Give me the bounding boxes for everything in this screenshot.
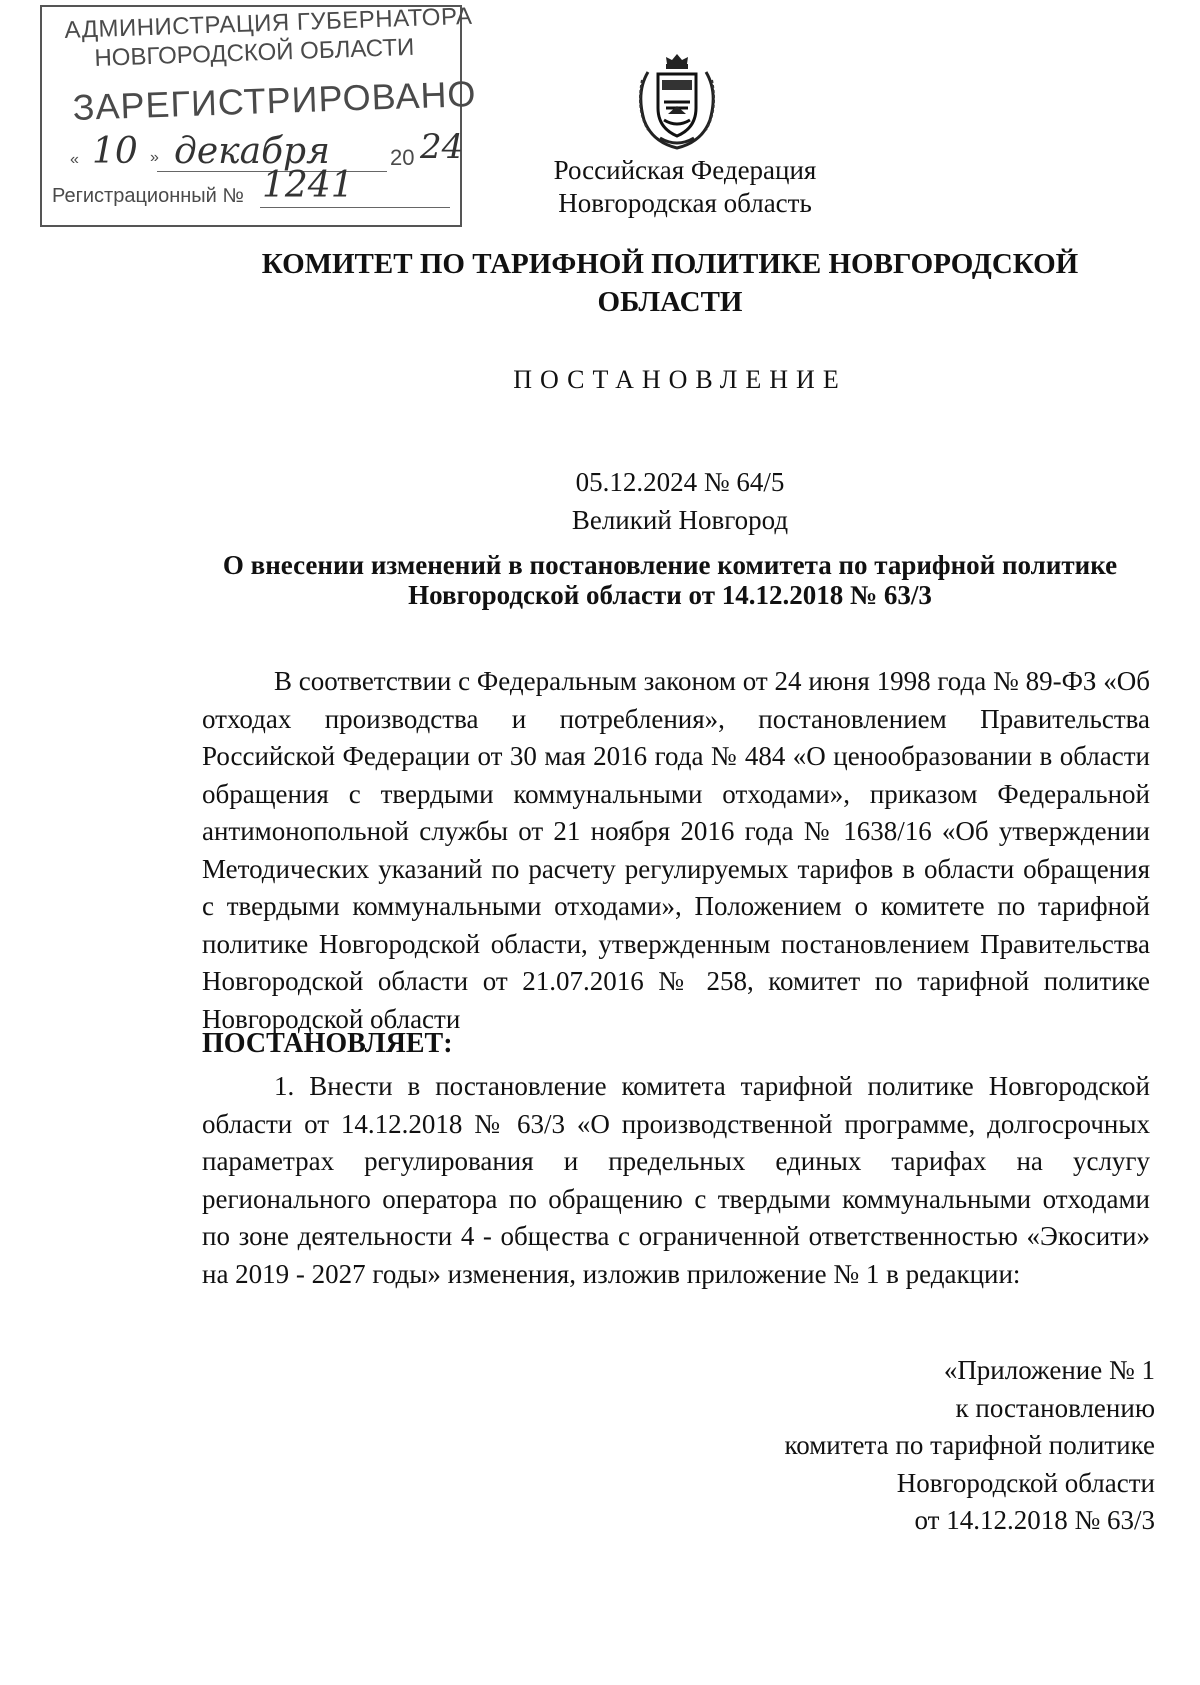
header-country: Российская Федерация <box>553 155 817 185</box>
stamp-year-suffix: 24 <box>420 127 464 167</box>
coat-of-arms-icon <box>630 50 725 150</box>
stamp-line-1: АДМИНИСТРАЦИЯ ГУБЕРНАТОРА <box>64 2 473 44</box>
document-city: Великий Новгород <box>571 505 789 535</box>
document-date-number: 05.12.2024 № 64/5 <box>575 467 785 497</box>
stamp-quote-close: » <box>150 149 159 166</box>
appendix-line-3: комитета по тарифной политике <box>784 1430 1155 1460</box>
header-region: Новгородская область <box>558 188 812 218</box>
appendix-line-4: Новгородской области <box>896 1467 1155 1498</box>
stamp-reg-number: 1241 <box>262 165 354 206</box>
appendix-header <box>700 1352 1155 1540</box>
preamble-paragraph: В соответствии с Федеральным законом от 24 июня 1998 года № 89-ФЗ «Об отходах производства и потребления», постановлением Правительства Российской Федерации от 30 мая 2016 года № 484 «О ценообразовании в области обращения с твердыми коммунальными отходами», приказом Федеральной антимонопольной службы от 21 ноября 2016 года № 1638/16 «Об утверждении Методических указаний по расчету регулируемых тарифов в области обращения с твердыми коммунальными отходами», Положением о комитете по тарифной политике Новгородской области, утвержденным постановлением Правительства Новгородской области от 21.07.2016 № 258, комитет по тарифной политике Новгородской области <box>202 666 1150 1034</box>
appendix-line-5: от 14.12.2018 № 63/3 <box>914 1505 1155 1535</box>
document-type: ПОСТАНОВЛЕНИЕ <box>513 365 847 394</box>
document-date-block <box>0 463 1200 539</box>
stamp-day: 10 <box>92 131 138 172</box>
stamp-month: декабря <box>174 131 330 172</box>
resolves-heading: ПОСТАНОВЛЯЕТ: <box>202 1028 453 1059</box>
item-1-paragraph: 1. Внести в постановление комитета тарифной политике Новгородской области от 14.12.2018 № 63/3 «О производственной программе, долгосрочных параметрах регулирования и предельных единых тарифах на услугу регионального оператора по обращению с твердыми коммунальными отходами по зоне деятельности 4 - общества с ограниченной ответственностью «Экосити» на 2019 - 2027 годы» изменения, изложив приложение № 1 в редакции: <box>202 1071 1150 1289</box>
document-subject: О внесении изменений в постановление комитета по тарифной политике Новгородской области от 14.12.2018 № 63/3 <box>222 550 1118 610</box>
appendix-line-2: к постановлению <box>955 1392 1155 1423</box>
appendix-line-1: «Приложение № 1 <box>943 1355 1155 1385</box>
stamp-status: ЗАРЕГИСТРИРОВАНО <box>72 72 478 128</box>
stamp-reg-label: Регистрационный № <box>52 185 244 207</box>
organization-title: КОМИТЕТ ПО ТАРИФНОЙ ПОЛИТИКЕ НОВГОРОДСКОЙ ОБЛАСТИ <box>261 248 1079 318</box>
stamp-line-2: НОВГОРОДСКОЙ ОБЛАСТИ <box>94 33 415 72</box>
stamp-quote-open: « <box>70 151 79 168</box>
stamp-year-prefix: 20 <box>390 145 415 170</box>
